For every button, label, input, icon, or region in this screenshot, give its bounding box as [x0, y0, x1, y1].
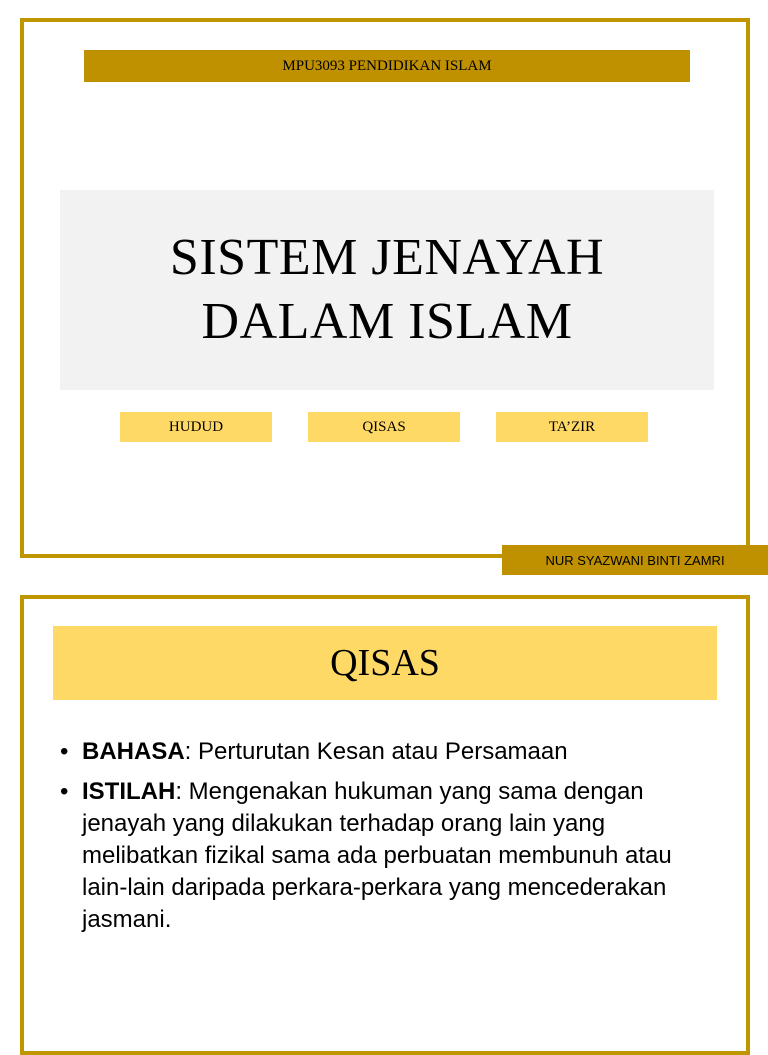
- bullet-term: ISTILAH: [82, 778, 176, 805]
- topic-tag-label: QISAS: [362, 418, 406, 435]
- bullet-item-bahasa: [60, 736, 720, 768]
- bullet-dot-icon: •: [60, 778, 69, 805]
- bullet-term: BAHASA: [82, 738, 185, 765]
- title-box: [60, 190, 714, 390]
- heading-box: [53, 626, 717, 700]
- bullet-list: [60, 736, 720, 944]
- bullet-text: : Perturutan Kesan atau Persamaan: [184, 738, 568, 765]
- bullet-dot-icon: •: [60, 738, 69, 765]
- topic-tag-label: HUDUD: [168, 418, 224, 435]
- qisas-slide: [20, 595, 750, 1055]
- slide-heading: QISAS: [330, 642, 440, 684]
- author-name: NUR SYAZWANI BINTI ZAMRI: [545, 552, 725, 568]
- slide-title-line-1: SISTEM JENAYAH: [169, 229, 605, 286]
- title-slide: [20, 18, 750, 558]
- course-code-text: MPU3093 PENDIDIKAN ISLAM: [282, 57, 492, 74]
- topic-tag-tazir: [496, 412, 648, 442]
- bullet-item-istilah: [60, 776, 720, 936]
- bullet-text: : Mengenakan hukuman yang sama dengan jenayah yang dilakukan terhadap orang lain yang melibatkan fizikal sama ada perbuatan membunuh atau lain-lain daripada perkara-perkara yang mencederakan jasmani.: [82, 778, 672, 933]
- author-banner: [502, 545, 768, 575]
- topic-tag-label: TA’ZIR: [548, 418, 596, 435]
- topic-tag-qisas: [308, 412, 460, 442]
- course-code-banner: [84, 50, 690, 82]
- slide-title-line-2: DALAM ISLAM: [201, 293, 573, 350]
- topic-tag-hudud: [120, 412, 272, 442]
